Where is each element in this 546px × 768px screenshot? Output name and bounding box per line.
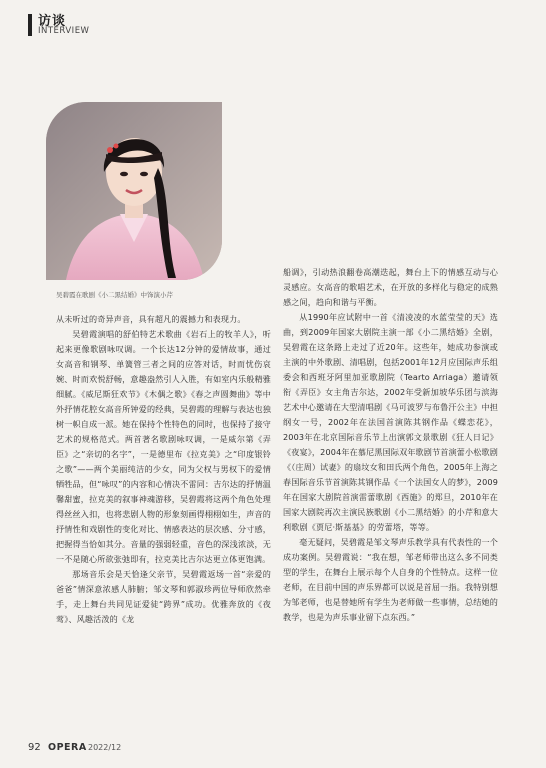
page-number: 92 — [28, 742, 41, 753]
paragraph: 那场音乐会是天恰逢父亲节，吴碧霞返场一首“亲爱的爸爸”情深意浓感人肺腑；邹文琴和郭淑珍两位导师欣然牵手，走上舞台共同见证爱徒“跨界”成功。优雅奔放的《夜莺》、风趣活泼的《龙 — [56, 569, 271, 624]
section-subtitle: INTERVIEW — [38, 26, 90, 36]
section-marker — [28, 14, 32, 36]
paragraph: 船调》，引动热浪翻卷高潮迭起，舞台上下的情感互动与心灵感应。女高音的歌唱艺术，在开放的多样化与稳定的成熟感之间，趋向和谐与平衡。 — [283, 267, 498, 307]
issue-date: 2022/12 — [88, 743, 122, 752]
article-right-column — [283, 265, 498, 625]
paragraph: 毫无疑问，吴碧霞是邹文琴声乐教学具有代表性的一个成功案例。吴碧霞说：“我在想，邹老师带出这么多不同类型的学生，在舞台上展示每个人自身的个性特点。这样一位老师，在目前中国的声乐界都可以说是首屈一指。我特别想为邹老师，也是替她所有学生为老师做一些事情，总结她的教学，也是为声乐事业留下点东西。” — [283, 537, 498, 622]
magazine-brand: OPERA — [48, 742, 87, 753]
photo-caption: 吴碧霞在歌剧《小二黑结婚》中饰演小芹 — [56, 291, 173, 299]
paragraph: 吴碧霞演唱的舒伯特艺术歌曲《岩石上的牧羊人》，听起来更像歌剧咏叹调。一个长达12分钟的爱情故事，通过女高音和钢琴、单簧管三者之间的应答对话，时而忧伤哀婉、时而欢悦舒畅，意趣盎然引人入胜，有如室内乐般精雅细腻。《威尼斯狂欢节》《木偶之歌》《春之声圆舞曲》等中外抒情花腔女高音所钟爱的经典，吴碧霞的理解与表达也独树一帜自成一派。她在保持个性特色的同时，也保持了接守艺术的规格范式。两首著名歌剧咏叹调，一是威尔第《弄臣》之“亲切的名字”，一是德里布《拉克美》之“印度银铃之歌”——两个美丽纯洁的少女，同为父权与男权下的爱情牺牲品，但“咏叹”的内容和心情决不雷同：吉尔达的抒情温馨甜蜜，拉克美的叙事神魂游移，吴碧霞将这两个角色处理得丝丝入扣，也将悲剧人物的形象刻画得栩栩如生，声音的抒情性和戏剧性的变化对比、情感表达的层次感、分寸感，把握得当恰如其分。音量的强弱轻重，音色的深浅浓淡，无一不是随心所欲张弛即有，拉克美比吉尔达更立体更饱满。 — [56, 329, 271, 564]
paragraph: 从1990年应试附中一首《清凌凌的水蓝莹莹的天》选曲，到2009年国家大剧院主演一部《小二黑结婚》全剧，吴碧霞在这条路上走过了近20年。这些年，她成功参演或主演的中外歌剧、清唱剧，包括2001年12月应国际声乐组委会和西班牙阿里加亚歌剧院（Tearto Arriaga）邀请领衔《弄臣》女主角吉尔达，2002年受新加坡华乐团与滨海艺术中心邀请在大型清唱剧《马可波罗与布鲁汗公主》中担纲女一号，2002年在法国首演陈其钢作品《蝶恋花》，2003年在北京国际音乐节上出演郭文景歌剧《狂人日记》《夜宴》，2004年在慕尼黑国际双年歌剧节首演蕾小松歌剧《（庄周）试妻》的扇坟女和田氏两个角色，2005年上海之春国际音乐节首演陈其钢作品《一个法国女人的梦》，2009年在国家大剧院首演雷蕾歌剧《西施》的郑旦，2010年在国家大剧院再次主演民族歌剧《小二黑结婚》的小芹和意大利歌剧《贾尼·斯基基》的劳蕾塔，等等。 — [283, 312, 498, 532]
section-title: 访谈 — [38, 14, 67, 29]
article-left-column — [56, 312, 271, 627]
portrait-photo — [46, 102, 222, 280]
portrait-illustration — [46, 102, 222, 280]
paragraph: 从未听过的奇异声音，具有超凡的震撼力和表现力。 — [56, 314, 246, 324]
